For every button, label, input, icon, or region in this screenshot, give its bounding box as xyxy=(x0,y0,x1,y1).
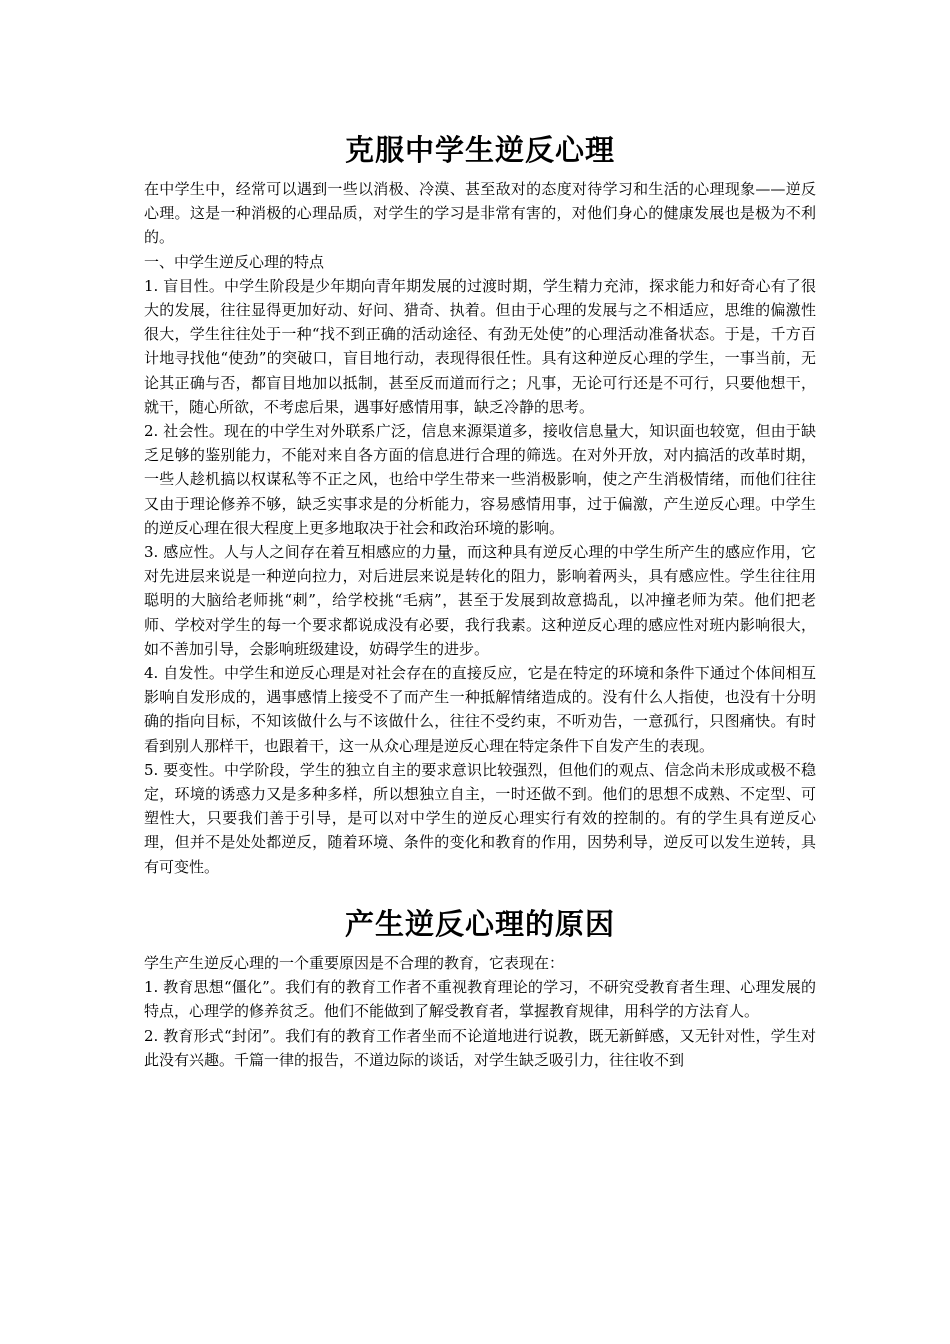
section-title-overcome-rebellion: 克服中学生逆反心理 xyxy=(344,133,615,167)
document-body xyxy=(144,129,816,1072)
paragraph-rigid-thinking: 1. 教育思想“僵化”。我们有的教育工作者不重视教育理论的学习，不研究受教育者生理、心理发展的特点，心理学的修养贫乏。他们不能做到了解受教育者，掌握教育规律，用科学的方法育人。 xyxy=(144,978,816,1021)
paragraph-contagion: 3. 感应性。人与人之间存在着互相感应的力量，而这种具有逆反心理的中学生所产生的感应作用，它对先进层来说是一种逆向拉力，对后进层来说是转化的阻力，影响着两头，具有感应性。学生往往用聪明的大脑给老师挑“刺”，给学校挑“毛病”，甚至于发展到故意捣乱，以冲撞老师为荣。他们把老师、学校对学生的每一个要求都说成没有必要，我行我素。这种逆反心理的感应性对班内影响很大，如不善加引导，会影响班级建设，妨碍学生的进步。 xyxy=(144,543,816,658)
paragraph-variability: 5. 要变性。中学阶段，学生的独立自主的要求意识比较强烈，但他们的观点、信念尚未形成或极不稳定，环境的诱惑力又是多种多样，所以想独立自主，一时还做不到。他们的思想不成熟、不定型、可塑性大，只要我们善于引导，是可以对中学生的逆反心理实行有效的控制的。有的学生具有逆反心理，但并不是处处都逆反，随着环境、条件的变化和教育的作用，因势利导，逆反可以发生逆转，具有可变性。 xyxy=(144,760,816,876)
causes-intro-paragraph: 学生产生逆反心理的一个重要原因是不合理的教育，它表现在： xyxy=(144,953,565,972)
paragraph-sociality: 2. 社会性。现在的中学生对外联系广泛，信息来源渠道多，接收信息量大，知识面也较宽，但由于缺乏足够的鉴别能力，不能对来自各方面的信息进行合理的筛选。在对外开放，对内搞活的改革时期，一些人趁机搞以权谋私等不正之风，也给中学生带来一些消极影响，使之产生消极情绪，而他们往往又由于理论修养不够，缺乏实事求是的分析能力，容易感情用事，过于偏激，产生逆反心理。中学生的逆反心理在很大程度上更多地取决于社会和政治环境的影响。 xyxy=(144,422,816,537)
section-title-causes: 产生逆反心理的原因 xyxy=(344,906,615,941)
paragraph-blindness: 1. 盲目性。中学生阶段是少年期向青年期发展的过渡时期，学生精力充沛，探求能力和好奇心有了很大的发展，往往显得更加好动、好问、猎奇、执着。但由于心理的发展与之不相适应，思维的偏激性很大，学生往往处于一种“找不到正确的活动途径、有劲无处使”的心理活动准备状态。于是，千方百计地寻找他“使劲”的突破口，盲目地行动，表现得很任性。具有这种逆反心理的学生，一事当前，无论其正确与否，都盲目地加以抵制，甚至反而道而行之；凡事，无论可行还是不可行，只要他想干，就干，随心所欲，不考虑后果，遇事好感情用事，缺乏冷静的思考。 xyxy=(144,276,816,416)
paragraph-closed-form: 2. 教育形式“封闭”。我们有的教育工作者坐而不论道地进行说教，既无新鲜感，又无针对性，学生对此没有兴趣。千篇一律的报告，不道边际的谈话，对学生缺乏吸引力，往往收不到 xyxy=(144,1026,816,1069)
characteristics-heading: 一、中学生逆反心理的特点 xyxy=(144,252,325,271)
paragraph-spontaneity: 4. 自发性。中学生和逆反心理是对社会存在的直接反应，它是在特定的环境和条件下通过个体间相互影响自发形成的，遇事感情上接受不了而产生一种抵解情绪造成的。没有什么人指使，也没有十分明确的指向目标，不知该做什么与不该做什么，往往不受约束，不听劝告，一意孤行，只图痛快。有时看到别人那样干，也跟着干，这一从众心理是逆反心理在特定条件下自发产生的表现。 xyxy=(144,664,816,755)
intro-paragraph: 在中学生中，经常可以遇到一些以消极、冷漠、甚至敌对的态度对待学习和生活的心理现象——逆反心理。这是一种消极的心理品质，对学生的学习是非常有害的，对他们身心的健康发展也是极为不利的。 xyxy=(144,180,816,247)
